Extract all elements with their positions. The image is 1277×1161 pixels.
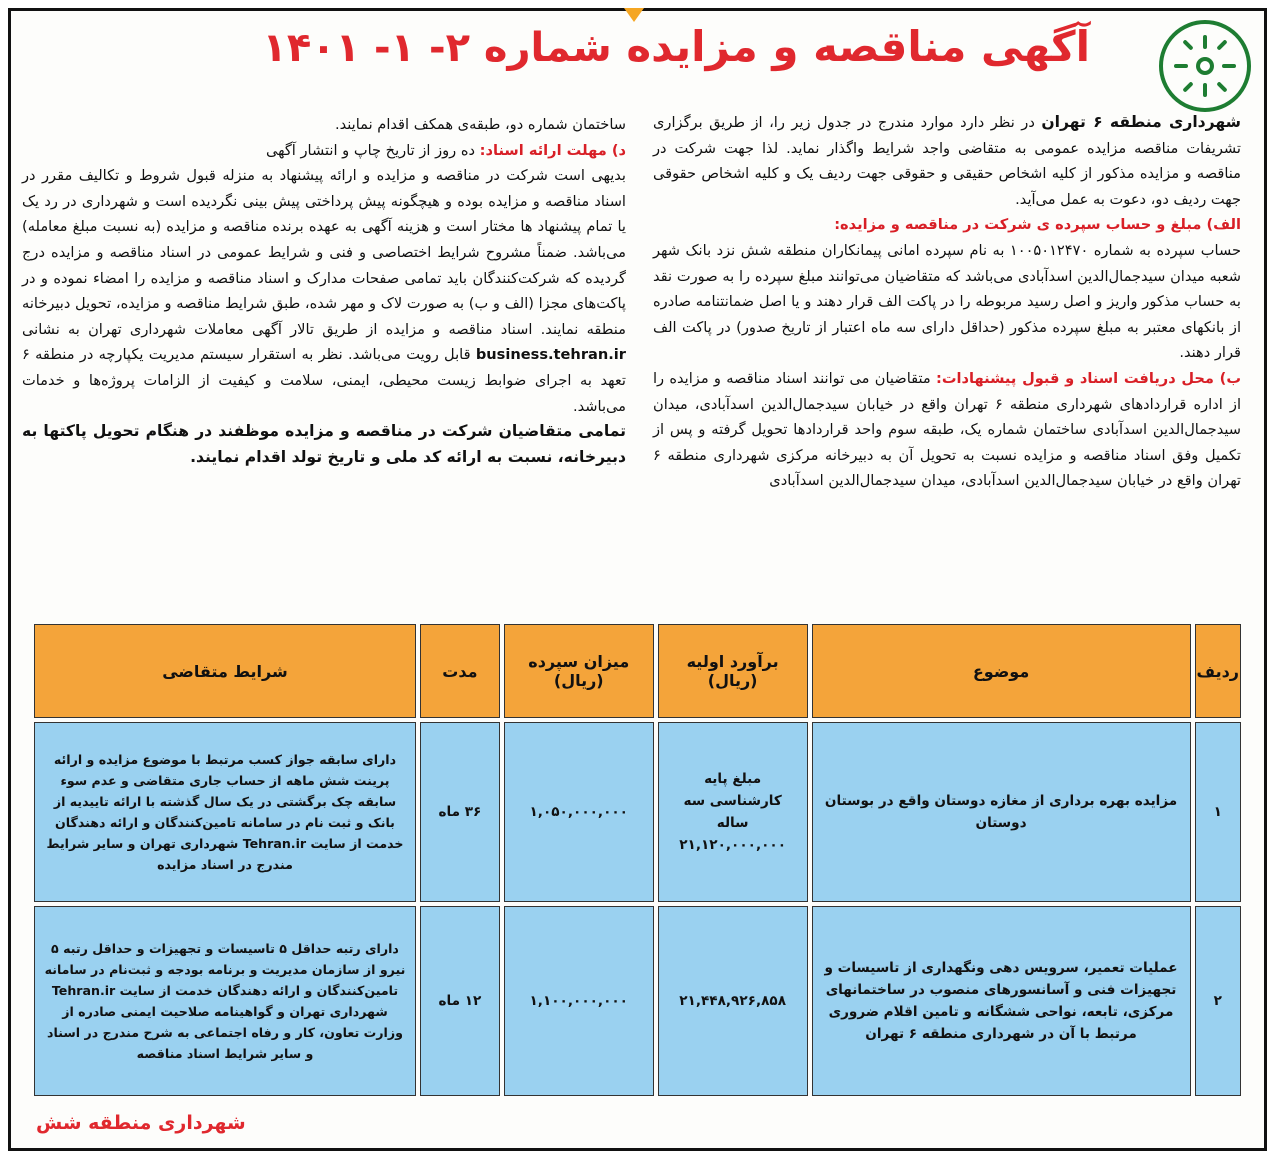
table-row xyxy=(34,906,1241,1096)
website-link[interactable]: business.tehran.ir xyxy=(475,346,626,364)
cell-row-number: ۱ xyxy=(1195,722,1241,902)
cell-estimate: مبلغ پایه کارشناسی سه ساله ۲۱,۱۲۰,۰۰۰,۰۰۰ xyxy=(658,722,808,902)
logo-emblem-icon xyxy=(1170,31,1240,101)
ad-title-text: آگهی مناقصه و مزایده xyxy=(626,22,1090,71)
section-b-text: متقاضیان می توانند اسناد مناقصه و مزایده را از اداره قراردادهای شهرداری منطقه ۶ تهران واقع در خیابان سیدجمال‌الدین اسدآبادی، میدان سیدجمال‌الدین اسدآبادی ساختمان شماره یک، طبقه سوم واحد قراردادها تحویل گرفته و پس از تکمیل وفق اسناد مناقصه و مزایده نسبت به تحویل آن به دبیرخانه مرکزی شهرداری منطقه ۶ تهران واقع در خیابان سیدجمال‌الدین اسدآبادی، میدان سیدجمال‌الدین اسدآبادی xyxy=(653,369,1242,490)
frame-marker xyxy=(624,8,644,22)
header-conditions: شرایط متقاضی xyxy=(34,624,416,718)
cell-deposit: ۱,۱۰۰,۰۰۰,۰۰۰ xyxy=(504,906,654,1096)
table-header-row xyxy=(34,624,1241,718)
tender-table xyxy=(30,620,1245,1100)
intro-text: در نظر دارد موارد مندرج در جدول زیر را، از طریق برگزاری تشریفات مناقصه مزایده عمومی به متقاضی واجد شرایط واگذار نماید. لذا جهت شرکت در مناقصه و مزایده مذکور از کلیه اشخاص حقیقی و حقوقی جهت ردیف یک و کلیه اشخاص حقوقی جهت ردیف دو، دعوت به عمل می‌آید. xyxy=(653,114,1241,208)
section-b-heading: ب) محل دریافت اسناد و قبول پیشنهادات: xyxy=(936,369,1241,387)
section-a-heading: الف) مبلغ و حساب سپرده ی شرکت در مناقصه و مزایده: xyxy=(834,216,1241,234)
table-row xyxy=(34,722,1241,902)
ad-title xyxy=(262,22,1090,92)
cell-subject: مزایده بهره برداری از مغازه دوستان واقع در بوستان دوستان xyxy=(812,722,1191,902)
header-estimate: برآورد اولیه (ریال) xyxy=(658,624,808,718)
section-d-heading: د) مهلت ارائه اسناد: xyxy=(479,141,626,159)
tehran-municipality-logo xyxy=(1159,20,1251,112)
header-subject: موضوع xyxy=(812,624,1191,718)
header-row-number: ردیف xyxy=(1195,624,1241,718)
general-conditions-text-2: قابل رویت می‌باشد. نظر به استقرار سیستم مدیریت یکپارچه در منطقه ۶ تعهد به اجرای ضوابط زیست محیطی، ایمنی، سلامت و کیفیت از الزامات پروژه‌ها و خدمات می‌باشد. xyxy=(22,346,626,415)
section-d-text: ده روز از تاریخ چاپ و انتشار آگهی xyxy=(265,141,480,159)
organization-name: شهرداری منطقه ۶ تهران xyxy=(1041,113,1242,131)
section-b-continuation: ساختمان شماره دو، طبقه‌ی همکف اقدام نمایند. xyxy=(334,116,626,133)
footer-signature: شهرداری منطقه شش xyxy=(36,1112,246,1134)
cell-conditions: دارای رتبه حداقل ۵ تاسیسات و تجهیزات و حداقل رتبه ۵ نیرو از سازمان مدیریت و برنامه بودجه و ثبت‌نام در سامانه تامین‌کنندگان و ارائه دهندگان خدمت از سایت Tehran.ir شهرداری تهران و گواهینامه صلاحیت ایمنی صادره از وزارت تعاون، کار و رفاه اجتماعی به شرح مندرج در اسناد و سایر شرایط اسناد مناقصه xyxy=(34,906,416,1096)
general-conditions-text: بدیهی است شرکت در مناقصه و مزایده و ارائه پیشنهاد به منزله قبول شروط و تکالیف مقرر در اسناد مناقصه و مزایده بوده و هیچگونه پیش پرداختی پیش بینی نگردیده است و شهرداری در رد یک یا تمام پیشنهاد ها مختار است و هزینه آگهی به عهده برنده مناقصه و مزایده (به نسبت مبلغ معامله) می‌باشد. ضمناً مشروح شرایط اختصاصی و فنی و شرایط عمومی در اسناد مناقصه و مزایده درج گردیده که شرکت‌کنندگان باید تمامی صفحات مدارک و اسناد مناقصه و مزایده را امضاء نموده و در پاکت‌های مجزا (الف و ب) به صورت لاک و مهر شده، طبق شرایط مناقصه و مزایده، تحویل دبیرخانه منطقه نمایند. اسناد مناقصه و مزایده از طریق تالار آگهی معاملات شهرداری تهران به نشانی xyxy=(22,167,626,338)
cell-row-number: ۲ xyxy=(1195,906,1241,1096)
section-a-text: حساب سپرده به شماره ۱۰۰۵۰۱۲۴۷۰ به نام سپرده امانی پیمانکاران منطقه شش نزد بانک شهر شعبه میدان سیدجمال‌الدین اسدآبادی می‌باشد که متقاضیان می‌توانند مبلغ سپرده را به صورت نقد به حساب مذکور واریز و اصل رسید مربوطه را در پاکت الف قرار دهند و یا اصل ضمانتنامه صادره از بانکهای معتبر به مبلغ سپرده مذکور (حداقل دارای سه ماه اعتبار از تاریخ صدور) در پاکت الف قرار دهند. xyxy=(653,241,1241,362)
right-column xyxy=(653,110,1241,494)
cell-deposit: ۱,۰۵۰,۰۰۰,۰۰۰ xyxy=(504,722,654,902)
final-note: تمامی متقاضیان شرکت در مناقصه و مزایده موظفند در هنگام تحویل پاکتها به دبیرخانه، نسبت به ارائه کد ملی و تاریخ تولد اقدام نمایند. xyxy=(22,422,626,466)
left-column xyxy=(22,112,626,470)
cell-conditions: دارای سابقه جواز کسب مرتبط با موضوع مزایده و ارائه پرینت شش ماهه از حساب جاری متقاضی و عدم سوء سابقه چک برگشتی در یک سال گذشته با ارائه تاییدیه از بانک و ثبت نام در سامانه تامین‌کنندگان و ارائه دهندگان خدمت از سایت Tehran.ir شهرداری تهران و سایر شرایط مندرج در اسناد مزایده xyxy=(34,722,416,902)
ad-number: شماره ۲- ۱- ۱۴۰۱ xyxy=(262,25,612,71)
header-deposit: میزان سپرده (ریال) xyxy=(504,624,654,718)
cell-duration: ۳۶ ماه xyxy=(420,722,500,902)
header-duration: مدت xyxy=(420,624,500,718)
cell-estimate: ۲۱,۴۴۸,۹۲۶,۸۵۸ xyxy=(658,906,808,1096)
cell-subject: عملیات تعمیر، سرویس دهی ونگهداری از تاسیسات و تجهیزات فنی و آسانسورهای منصوب در ساختمانهای مرکزی، تابعه، نواحی ششگانه و تامین اقلام ضروری مرتبط با آن در شهرداری منطقه ۶ تهران xyxy=(812,906,1191,1096)
tender-table-wrap xyxy=(30,620,1245,1100)
cell-duration: ۱۲ ماه xyxy=(420,906,500,1096)
